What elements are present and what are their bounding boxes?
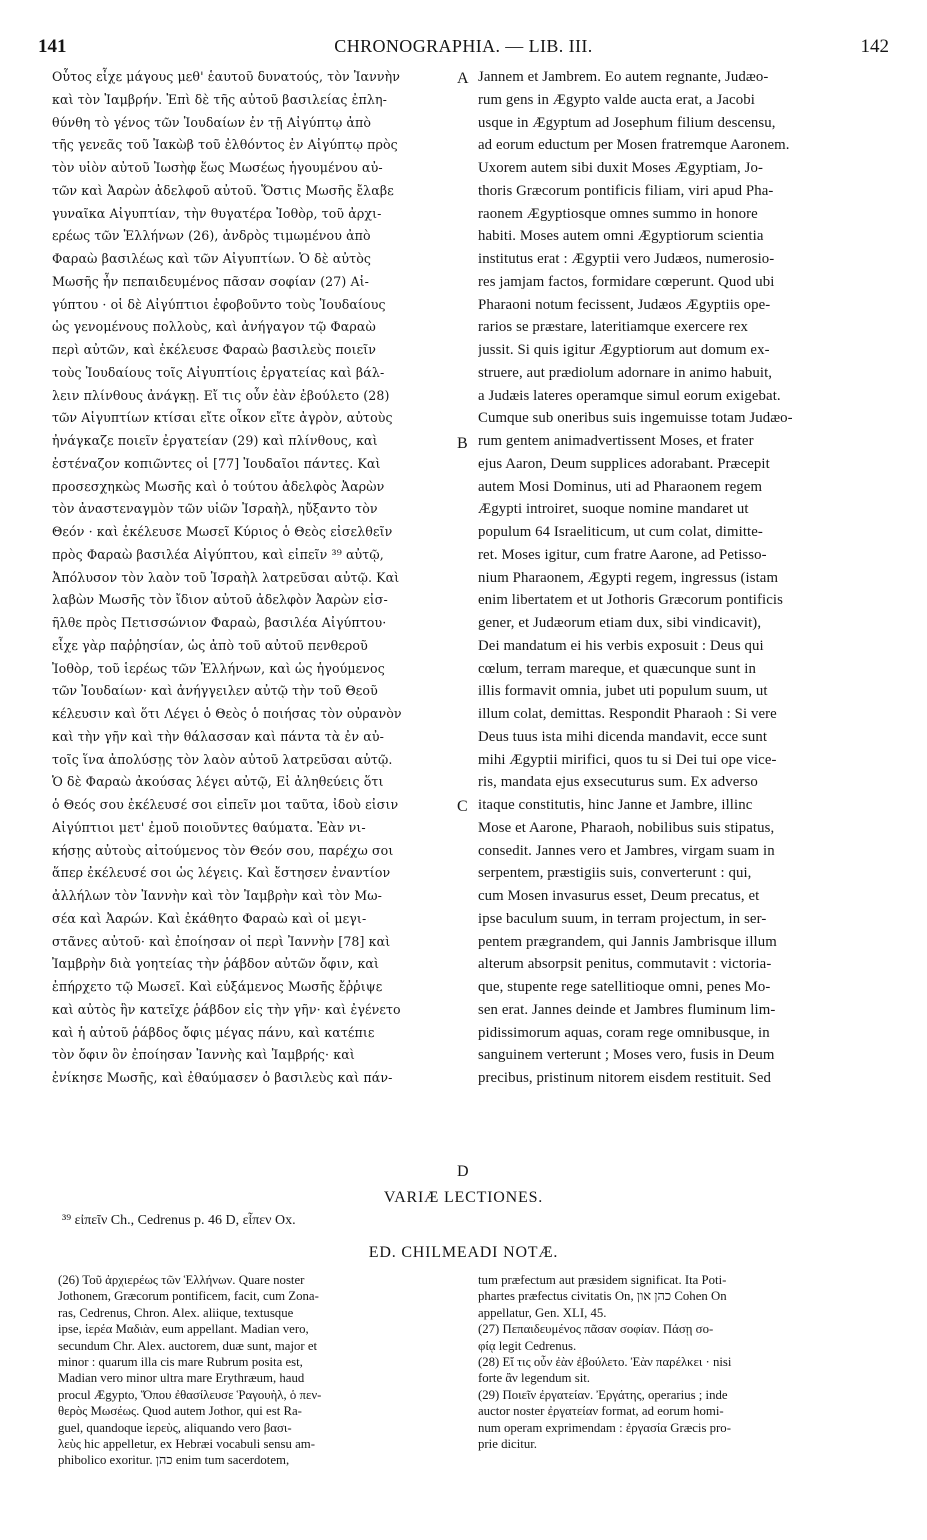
- margin-letter-a: A: [457, 70, 469, 87]
- latin-text-line: mihi Ægyptii mirifici, quos tu si Dei tui ope vice-: [478, 751, 777, 768]
- note-line: secundum Chr. Alex. auctorem, duæ sunt, major et: [58, 1338, 318, 1353]
- latin-text-line: ret. Moses igitur, cum fratre Aarone, ad Petisso-: [478, 546, 767, 563]
- latin-text-line: cœlum, terram mareque, et quæcunque sunt in: [478, 660, 756, 677]
- greek-text-line: τὸν ἀναστεναγμὸν τῶν υἱῶν Ἰσραὴλ, ηὔξαντο τὸν: [52, 501, 378, 517]
- note-line: guel, quandoque ἱερεὺς, aliquando vero βασι-: [58, 1420, 292, 1435]
- greek-text-line: εἶχε γὰρ παῤῥησίαν, ὡς ἀπὸ τοῦ αὐτοῦ πενθεροῦ: [52, 637, 368, 653]
- note-line: λεὺς hic appelletur, ex Hebræi vocabuli sensu am-: [58, 1436, 316, 1451]
- greek-text-line: προσεσχηκὼς Μωσῆς καὶ ὁ τούτου ἀδελφὸς Ἀαρὼν: [52, 478, 385, 494]
- greek-text-line: τῶν καὶ Ἀαρὼν ἀδελφοῦ αὐτοῦ. Ὅστις Μωσῆς ἔλαβε: [52, 182, 394, 198]
- greek-text-line: ερέως τῶν Ἑλλήνων (26), ἀνδρὸς τιμωμένου ἀπὸ: [52, 228, 371, 244]
- greek-text-line: περὶ αὐτῶν, καὶ ἐκέλευσε Φαραὼ βασιλεὺς ποιεῖν: [52, 342, 377, 357]
- greek-text-line: ὁ Θεός σου ἐκέλευσέ σοι εἰπεῖν μοι ταῦτα, ἰδοὺ εἰσιν: [52, 797, 399, 812]
- greek-text-line: στᾶνες αὐτοῦ· καὶ ἐποίησαν οἱ περὶ Ἰαννὴν [78] καὶ: [52, 933, 391, 949]
- latin-text-line: nium Pharaonem, Ægypti regem, ingressus (istam: [478, 569, 779, 586]
- latin-text-line: populum 64 Israeliticum, ut cum colat, dimitte-: [478, 524, 763, 540]
- latin-text-line: cum Mosen invasurus esset, Deum precatus, et: [478, 888, 760, 904]
- latin-text-line: illis formavit omnia, jubet uti populum suum, ut: [478, 683, 768, 700]
- greek-text-line: τὸν ὄφιν ὃν ἐποίησαν Ἰαννὴς καὶ Ἰαμβρής· καὶ: [52, 1047, 355, 1063]
- note-line: phibolico exoritur. כהן enim tum sacerdotem,: [58, 1453, 290, 1468]
- greek-text-line: γυναῖκα Αἰγυπτίαν, τὴν θυγατέρα Ἰοθὸρ, τοῦ ἀρχι-: [52, 205, 382, 221]
- note-line: prie dicitur.: [478, 1436, 537, 1451]
- note-line: Madian vero minor ultra mare Erythræum, haud: [58, 1371, 305, 1386]
- latin-text-line: illum colat, demittas. Respondit Pharaoh : Si vere: [478, 706, 777, 722]
- latin-text-line: usque in Ægyptum ad Josephum filium descensu,: [478, 114, 776, 131]
- note-line: forte ἂν legendum sit.: [478, 1371, 590, 1386]
- latin-text-line: ris, mandata ejus exsecuturus sum. Ex adverso: [478, 774, 758, 791]
- latin-text-line: Jannem et Jambrem. Eo autem regnante, Judæo-: [478, 69, 769, 85]
- page-number-left: 141: [38, 36, 67, 57]
- note-line: (27) Πεπαιδευμένος πᾶσαν σοφίαν. Πάσῃ σο-: [478, 1322, 714, 1337]
- latin-text-line: itaque constitutis, hinc Janne et Jambre, illinc: [478, 797, 753, 813]
- note-line: minor : quarum illa cis mare Rubrum posita est,: [58, 1354, 303, 1369]
- latin-text-line: sanguinem verterunt ; Moses vero, fusis in Deum: [478, 1047, 775, 1064]
- latin-text-line: jussit. Si quis igitur Ægyptiorum aut domum ex-: [478, 342, 770, 358]
- greek-text-line: ἐστέναζον κοπιῶντες οἱ [77] Ἰουδαῖοι πάντες. Καὶ: [52, 455, 381, 471]
- notes-heading: ED. CHILMEADI NOTÆ.: [368, 1244, 559, 1261]
- latin-text-line: habiti. Moses autem omni Ægyptiorum scientia: [478, 228, 764, 245]
- note-line: Jothonem, Græcorum pontificem, facit, cum Zona-: [58, 1289, 319, 1304]
- latin-text-line: rum gentem animadvertissent Moses, et frater: [478, 433, 754, 449]
- greek-text-line: τῶν Ἰουδαίων· καὶ ἀνήγγειλεν αὐτῷ τὴν τοῦ Θεοῦ: [52, 683, 378, 699]
- margin-letter-d: D: [457, 1163, 469, 1180]
- latin-text-line: pentem prægrandem, qui Jannis Jambrisque illum: [478, 933, 777, 950]
- latin-text-line: thoris Græcorum pontificis filiam, viri apud Pha-: [478, 182, 774, 199]
- margin-letter-c: C: [457, 798, 468, 815]
- note-line: auctor noster ἐργατείαν format, ad eorum homi-: [478, 1404, 724, 1419]
- latin-text-line: pidissimorum aquas, coram rege omnibusque, in: [478, 1024, 770, 1041]
- note-line: φίᾳ legit Cedrenus.: [478, 1338, 577, 1353]
- greek-text-line: σέα καὶ Ἀαρών. Καὶ ἐκάθητο Φαραὼ καὶ οἱ μεγι-: [52, 910, 367, 926]
- running-title: CHRONOGRAPHIA. — LIB. III.: [334, 36, 593, 56]
- latin-text-line: institutus erat : Ægyptii vero Judæos, numerosio-: [478, 251, 775, 267]
- greek-text-line: τῆς γενεᾶς τοῦ Ἰακὼβ τοῦ ἐλθόντος ἐν Αἰγύπτῳ πρὸς: [52, 137, 398, 153]
- latin-text-line: autem Mosi Dominus, uti ad Pharaonem regem: [478, 478, 763, 495]
- latin-text-line: Cumque sub oneribus suis ingemuisse totam Judæo-: [478, 410, 793, 427]
- variae-lectiones-heading: VARIÆ LECTIONES.: [383, 1189, 544, 1206]
- greek-text-line: λειν πλίνθους ἀνάγκῃ. Εἴ τις οὖν ἐὰν ἐβούλετο (28): [52, 387, 390, 403]
- greek-text-line: κήσῃς αὐτοὺς αἰτούμενος τὸν Θεόν σου, παρέχω σοι: [52, 842, 394, 858]
- greek-text-line: τὸν υἱὸν αὐτοῦ Ἰωσὴφ ἕως Μωσέως ἡγουμένου αὐ-: [52, 160, 383, 175]
- margin-letter-b: B: [457, 435, 468, 452]
- latin-text-line: raonem Ægyptiosque omnes summo in honore: [478, 205, 758, 222]
- greek-text-line: λαβὼν Μωσῆς τὸν ἴδιον αὐτοῦ ἀδελφὸν Ἀαρὼν εἰσ-: [52, 592, 388, 608]
- greek-text-line: καὶ ἡ αὐτοῦ ῥάβδος ὄφις μέγας πάνυ, καὶ κατέπιε: [52, 1024, 375, 1040]
- greek-text-line: ἠνάγκαζε ποιεῖν ἐργατείαν (29) καὶ πλίνθους, καὶ: [52, 433, 378, 448]
- latin-text-line: serpentem, præstigiis suis, converterunt : qui,: [478, 865, 752, 882]
- greek-text-line: ἐπήρχετο τῷ Μωσεῖ. Καὶ εὐξάμενος Μωσῆς ἔῤῥιψε: [52, 979, 383, 994]
- latin-text-line: que, stupente rege satellitioque omni, penes Mo-: [478, 979, 771, 995]
- greek-text-column: [52, 66, 454, 1090]
- greek-text-line: τοῖς ἵνα ἀπολύσῃς τὸν λαὸν αὐτοῦ λατρεῦσαι αὐτῷ.: [52, 751, 393, 767]
- notes-column-left: [58, 1272, 460, 1469]
- greek-text-line: Θεόν · καὶ ἐκέλευσε Μωσεῖ Κύριος ὁ Θεὸς εἰσελθεῖν: [52, 524, 393, 539]
- greek-text-line: τῶν Αἰγυπτίων κτίσαι εἴτε οἶκον εἴτε ἀγρὸν, αὐτοὺς: [52, 410, 393, 426]
- latin-text-line: a Judæis lateres operamque simul eorum exigebat.: [478, 387, 781, 404]
- note-line: tum præfectum aut præsidem significat. Ita Poti-: [478, 1273, 727, 1287]
- note-line: (26) Τοῦ ἀρχιερέως τῶν Ἑλλήνων. Quare noster: [58, 1273, 305, 1287]
- latin-text-line: rum gens in Ægypto valde aucta erat, a Jacobi: [478, 91, 755, 108]
- greek-text-line: Αἰγύπτιοι μετ' ἐμοῦ ποιοῦντες θαύματα. Ἐὰν νι-: [52, 819, 366, 835]
- note-line: phartes præfectus civitatis On, כהן און Cohen On: [478, 1289, 727, 1304]
- latin-text-line: ipse baculum suum, in terram projectum, in ser-: [478, 910, 767, 927]
- note-line: procul Ægypto, Ὅπου ἐθασίλευσε Ῥαγουὴλ, ὁ πεν-: [58, 1387, 322, 1402]
- latin-text-line: sen erat. Jannes deinde et Jambres fluminum lim-: [478, 1001, 776, 1018]
- note-line: (29) Ποιεῖν ἐργατείαν. Ἐργάτης, operarius ; inde: [478, 1387, 728, 1402]
- latin-text-line: alterum absorpsit penitus, commutavit : victoria-: [478, 956, 772, 973]
- latin-text-line: ejus Aaron, Deum supplices adorabant. Præcepit: [478, 455, 770, 472]
- greek-text-line: ὡς γενομένους πολλοὺς, καὶ ἀνήγαγον τῷ Φαραὼ: [52, 319, 376, 335]
- greek-text-line: ἀλλήλων τὸν Ἰαννὴν καὶ τὸν Ἰαμβρὴν καὶ τὸν Μω-: [52, 888, 382, 903]
- greek-text-line: ἅπερ ἐκέλευσέ σοι ὡς λέγεις. Καὶ ἔστησεν ἐναντίον: [52, 865, 391, 881]
- greek-text-line: κέλευσιν καὶ ὅτι Λέγει ὁ Θεὸς ὁ ποιήσας τὸν οὐρανὸν: [52, 706, 402, 721]
- latin-text-line: enim libertatem et ut Jothoris Græcorum pontificis: [478, 592, 783, 609]
- page-number-right: 142: [860, 36, 889, 57]
- latin-text-line: Uxorem autem sibi duxit Moses Ægyptiam, Jo-: [478, 160, 764, 176]
- latin-text-line: Ægypti introiret, suoque nomine mandaret ut: [478, 501, 749, 518]
- latin-text-line: gener, et Judæorum etiam dux, sibi vindicavit),: [478, 615, 762, 631]
- latin-text-line: Deus tuus ista mihi dicenda mandavit, ecce sunt: [478, 728, 768, 745]
- greek-text-line: καὶ τὸν Ἰαμβρήν. Ἐπὶ δὲ τῆς αὐτοῦ βασιλείας ἐπλη-: [52, 91, 387, 107]
- latin-text-line: res jamjam factos, formidare cœperunt. Quod ubi: [478, 273, 775, 290]
- note-line: ipse, ἱερέα Μαδιὰν, eum appellant. Madian vero,: [58, 1322, 309, 1337]
- greek-text-line: θύνθη τὸ γένος τῶν Ἰουδαίων ἐν τῇ Αἰγύπτῳ ἀπὸ: [52, 114, 372, 130]
- note-line: appellatur, Gen. XLI, 45.: [478, 1305, 607, 1320]
- greek-text-line: Φαραὼ βασιλέως καὶ τῶν Αἰγυπτίων. Ὁ δὲ αὐτὸς: [52, 251, 372, 266]
- greek-text-line: Οὗτος εἶχε μάγους μεθ' ἑαυτοῦ δυνατούς, τὸν Ἰαννὴν: [52, 69, 401, 84]
- latin-text-line: consedit. Jannes vero et Jambres, virgam suam in: [478, 842, 775, 859]
- greek-text-line: Ἰαμβρὴν διὰ γοητείας τὴν ῥάβδον αὐτῶν ὄφιν, καὶ: [52, 956, 380, 972]
- note-line: (28) Εἴ τις οὖν ἐὰν ἐβούλετο. Ἐὰν παρέλκει · nisi: [478, 1354, 732, 1369]
- variant-reading-line: ³⁹ εἰπεῖν Ch., Cedrenus p. 46 D, εἶπεν Ox.: [62, 1213, 296, 1228]
- latin-text-line: rarios se præstare, lateritiamque exercere rex: [478, 319, 748, 336]
- greek-text-line: καὶ αὐτὸς ἣν κατεῖχε ῥάβδον εἰς τὴν γῆν· καὶ ἐγένετο: [52, 1001, 401, 1017]
- greek-text-line: πρὸς Φαραὼ βασιλέα Αἰγύπτου, καὶ εἰπεῖν ³⁹ αὐτῷ,: [52, 546, 384, 562]
- greek-text-line: τοὺς Ἰουδαίους τοῖς Αἰγυπτίοις ἐργατείας καὶ βάλ-: [52, 364, 385, 380]
- greek-text-line: ῆλθε πρὸς Πετισσώνιον Φαραὼ, βασιλέα Αἰγύπτου·: [52, 615, 387, 630]
- greek-text-line: Ἀπόλυσον τὸν λαὸν τοῦ Ἰσραὴλ λατρεῦσαι αὐτῷ. Καὶ: [52, 569, 400, 585]
- latin-text-line: ad eorum eductum per Mosen fratremque Aaronem.: [478, 137, 790, 154]
- running-head: [38, 36, 889, 62]
- latin-text-line: struere, aut prædiolum adornare in animo habuit,: [478, 364, 773, 381]
- note-line: θερὸς Μωσέως. Quod autem Jothor, qui est Ra-: [58, 1404, 302, 1419]
- greek-text-line: καὶ τὴν γῆν καὶ τὴν θάλασσαν καὶ πάντα τὰ ἐν αὐ-: [52, 728, 384, 744]
- greek-text-line: Ὁ δὲ Φαραὼ ἀκούσας λέγει αὐτῷ, Εἰ ἀληθεύεις ὅτι: [52, 774, 384, 790]
- latin-text-line: precibus, pristinum nitorem eisdem restituit. Sed: [478, 1070, 771, 1086]
- greek-text-line: γύπτου · οἱ δὲ Αἰγύπτιοι ἐφοβοῦντο τοὺς Ἰουδαίους: [52, 296, 386, 312]
- greek-text-line: ἐνίκησε Μωσῆς, καὶ ἐθαύμασεν ὁ βασιλεὺς καὶ πάν-: [52, 1070, 393, 1085]
- greek-text-line: Ἰοθὸρ, τοῦ ἱερέως τῶν Ἑλλήνων, καὶ ὡς ἡγούμενος: [52, 660, 385, 676]
- latin-text-line: Pharaoni notum fecissent, Judæos Ægyptiis ope-: [478, 296, 771, 313]
- notes-column-right: [478, 1272, 890, 1452]
- note-line: ras, Cedrenus, Chron. Alex. aliique, textusque: [58, 1305, 294, 1320]
- latin-text-line: Dei mandatum ei his verbis exposuit : Deus qui: [478, 637, 764, 654]
- latin-text-line: Mose et Aarone, Pharaoh, nobilibus suis stipatus,: [478, 819, 775, 836]
- note-line: num operam exprimendam : ἐργασία Græcis pro-: [478, 1420, 731, 1435]
- latin-text-column: [478, 66, 890, 1090]
- greek-text-line: Μωσῆς ἦν πεπαιδευμένος πᾶσαν σοφίαν (27) Αἰ-: [52, 273, 370, 289]
